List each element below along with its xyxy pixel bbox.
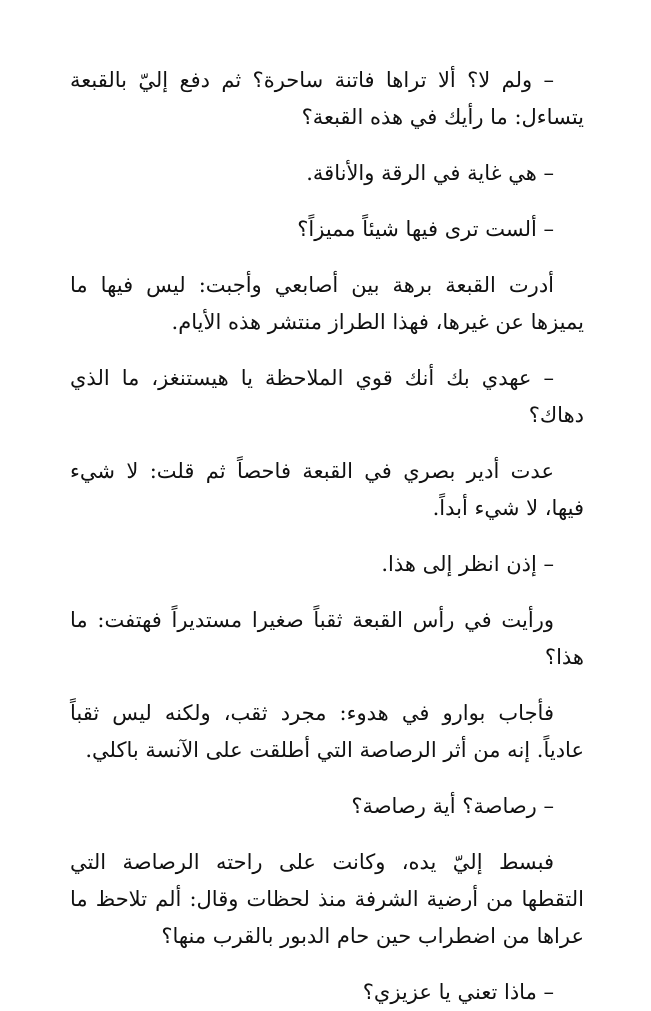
paragraph-8: ورأيت في رأس القبعة ثقباً صغيرا مستديراً فهتفت: ما هذا؟: [70, 608, 584, 669]
paragraph-3: – ألست ترى فيها شيئاً مميزاً؟: [297, 217, 554, 241]
paragraph-10: – رصاصة؟ أية رصاصة؟: [351, 794, 554, 818]
paragraph-2: – هي غاية في الرقة والأناقة.: [306, 161, 554, 185]
paragraph-11: فبسط إليّ يده، وكانت على راحته الرصاصة التي التقطها من أرضية الشرفة منذ لحظات وقال: ألم تلاحظ ما عراها من اضطراب حين حام الدبور بالقرب منها؟: [70, 850, 584, 948]
paragraph-4: أدرت القبعة برهة بين أصابعي وأجبت: ليس فيها ما يميزها عن غيرها، فهذا الطراز منتشر هذه الأيام.: [70, 273, 584, 334]
paragraph-12: – ماذا تعني يا عزيزي؟: [362, 980, 554, 1004]
paragraph-1: – ولم لا؟ ألا تراها فاتنة ساحرة؟ ثم دفع إليّ بالقبعة يتساءل: ما رأيك في هذه القبعة؟: [70, 68, 584, 129]
paragraph-6: عدت أدير بصري في القبعة فاحصاً ثم قلت: لا شيء فيها، لا شيء أبداً.: [70, 459, 584, 520]
paragraph-9: فأجاب بوارو في هدوء: مجرد ثقب، ولكنه ليس ثقباً عادياً. إنه من أثر الرصاصة التي أطلقت على الآنسة باكلي.: [70, 701, 584, 762]
paragraph-7: – إذن انظر إلى هذا.: [381, 552, 554, 576]
paragraph-5: – عهدي بك أنك قوي الملاحظة يا هيستنغز، ما الذي دهاك؟: [70, 366, 584, 427]
